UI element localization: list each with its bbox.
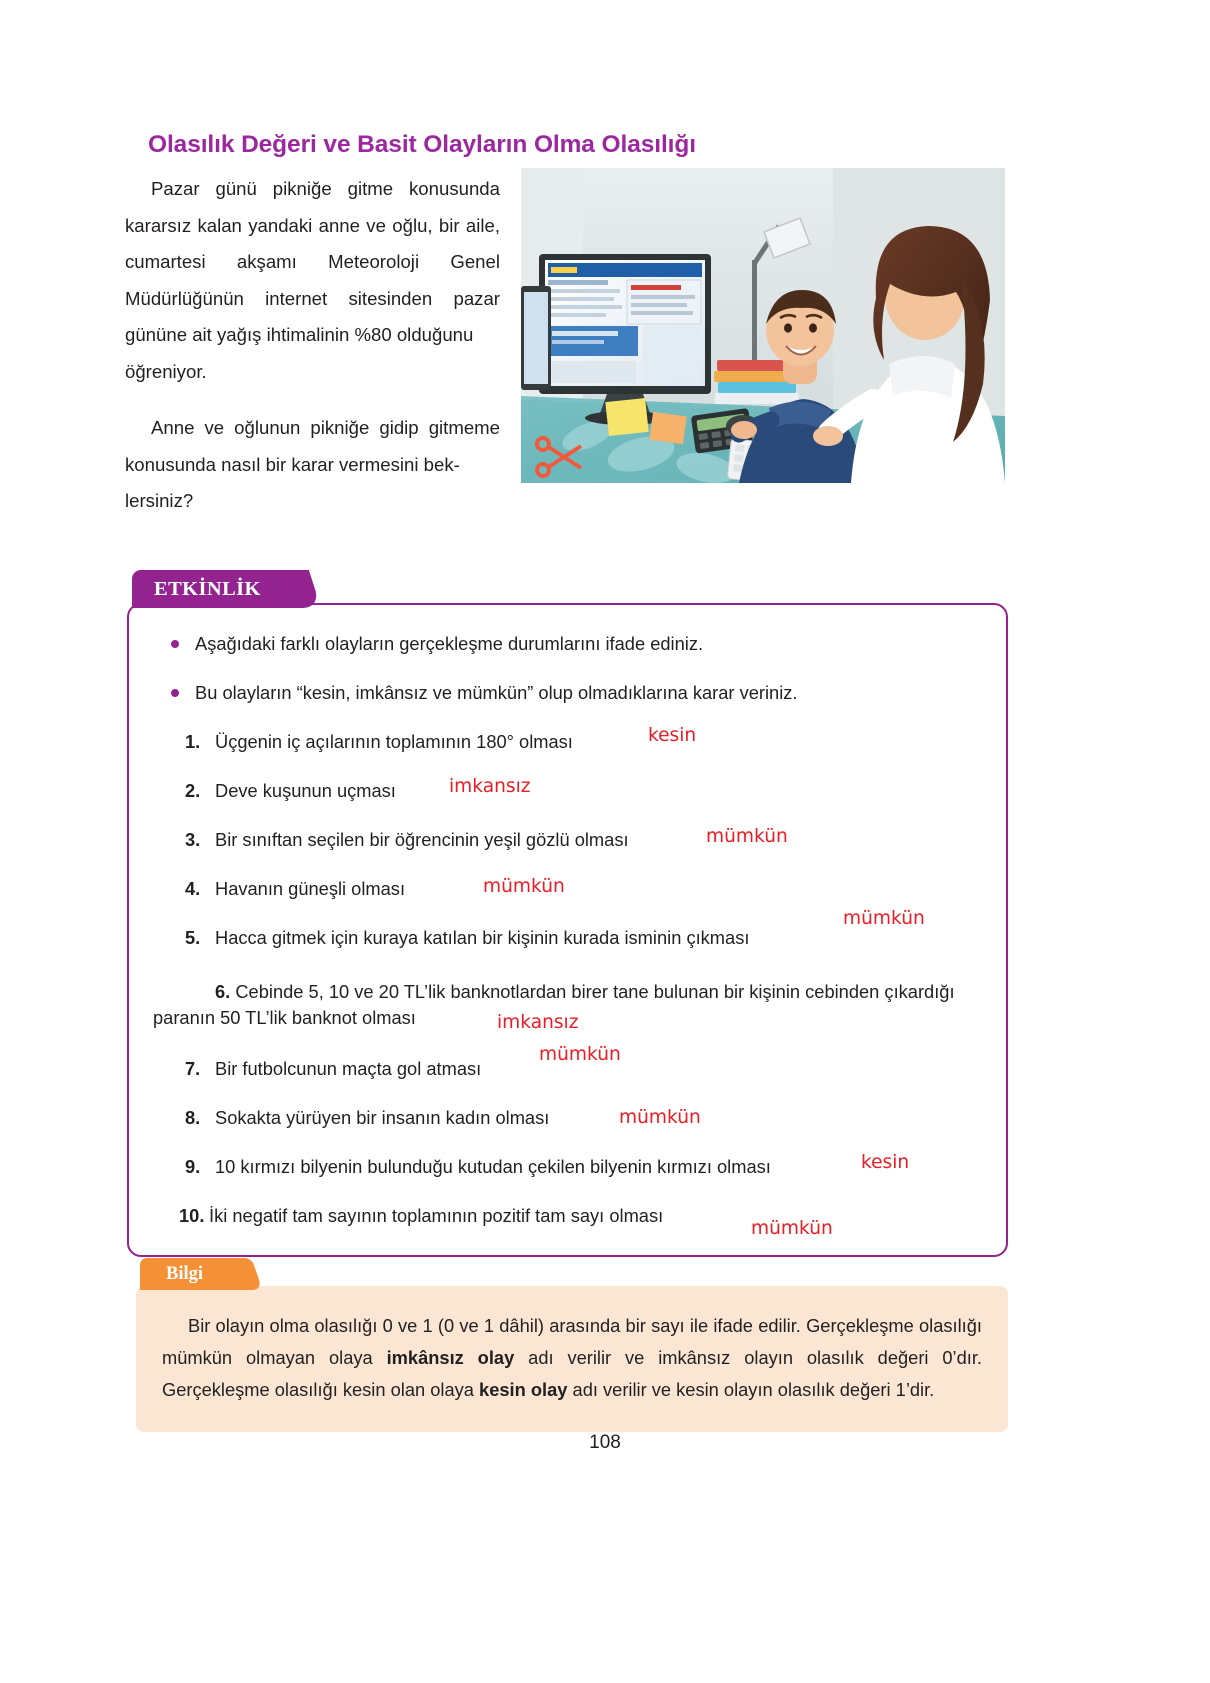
page-title: Olasılık Değeri ve Basit Olayların Olma Olasılığı (148, 131, 696, 158)
list-item (153, 1105, 982, 1131)
info-tab-label: Bilgi (140, 1258, 243, 1290)
item-text: Üçgenin iç açılarının toplamının 180° olması (215, 731, 573, 752)
answer-3: mümkün (706, 826, 788, 847)
item-text: Havanın güneşli olması (215, 878, 406, 899)
info-bold-2: kesin olay (479, 1379, 568, 1400)
info-text-part1: Bir olayın olma olasılığı 0 ve 1 (0 ve 1 dâhil) arasında bir sayı ile ifade edilir. Gerçekleşme olasılığı mümkün olmayan olaya (162, 1315, 982, 1368)
activity-box (127, 603, 1008, 1257)
item-number: 10. (179, 1205, 205, 1226)
intro-paragraph-2-body: Anne ve oğlunun pikniğe gidip gitmeme konusunda nasıl bir karar vermesini bek- (125, 417, 500, 475)
info-box (136, 1286, 1008, 1432)
item-number: 3. (185, 829, 201, 850)
item-text: Deve kuşunun uçması (215, 780, 396, 801)
bullet-dot-icon (171, 640, 179, 648)
list-item (153, 876, 982, 902)
item-text: Cebinde 5, 10 ve 20 TL’lik banknotlardan birer tane bulunan bir kişinin cebinden çıkardığı paranın 50 TL’lik banknot olması (153, 981, 955, 1028)
item-text: Bir sınıftan seçilen bir öğrencinin yeşil gözlü olması (215, 829, 629, 850)
info-text (162, 1310, 982, 1406)
lesson-photo (521, 168, 1005, 483)
photo-illustration (521, 168, 1005, 483)
item-text: 10 kırmızı bilyenin bulunduğu kutudan çekilen bilyenin kırmızı olması (215, 1156, 771, 1177)
info-text-part3: adı verilir ve kesin olayın olasılık değeri 1’dir. (567, 1379, 935, 1400)
answer-2: imkansız (449, 776, 531, 797)
item-text: Bir futbolcunun maçta gol atması (215, 1058, 482, 1079)
list-item (153, 979, 982, 1032)
intro-paragraph-2-lastline: lersiniz? (125, 490, 194, 511)
bullet-text: Bu olayların “kesin, imkânsız ve mümkün” olup olmadıklarına karar veriniz. (195, 682, 798, 703)
answer-10: mümkün (751, 1218, 833, 1239)
intro-text-column (125, 171, 500, 520)
item-number: 6. (215, 981, 231, 1002)
intro-paragraph-1-lastline: öğreniyor. (125, 360, 207, 382)
item-number: 4. (185, 878, 201, 899)
answer-7: mümkün (539, 1044, 621, 1065)
list-item (153, 1154, 982, 1180)
bullet-text: Aşağıdaki farklı olayların gerçekleşme durumlarını ifade ediniz. (195, 633, 704, 654)
item-number: 5. (185, 927, 201, 948)
activity-bullet-list (153, 631, 982, 706)
info-bold-1: imkânsız olay (386, 1347, 515, 1368)
list-item (153, 631, 982, 657)
answer-4: mümkün (483, 876, 565, 897)
page-number: 108 (589, 1432, 621, 1453)
activity-tab-label: ETKİNLİK (132, 570, 295, 608)
item-text: İki negatif tam sayının toplamının pozitif tam sayı olması (209, 1205, 664, 1226)
info-text-part2: adı verilir ve imkânsız olayın olasılık değeri 0’dır. Gerçekleşme olasılığı kesin olan olaya (162, 1347, 983, 1400)
intro-paragraph-2 (125, 410, 500, 520)
item-text: Hacca gitmek için kuraya katılan bir kişinin kurada isminin çıkması (215, 927, 750, 948)
activity-numbered-list (153, 725, 982, 1239)
item-number: 7. (185, 1058, 201, 1079)
intro-paragraph-1 (125, 171, 500, 390)
list-item (153, 680, 982, 706)
list-item (153, 1203, 982, 1239)
item-number: 9. (185, 1156, 201, 1177)
answer-8: mümkün (619, 1107, 701, 1128)
list-item (153, 827, 982, 853)
answer-1: kesin (648, 725, 697, 746)
item-number: 1. (185, 731, 201, 752)
list-item (153, 1044, 982, 1082)
answer-9: kesin (861, 1152, 910, 1173)
answer-6: imkansız (496, 1012, 579, 1033)
list-item (153, 908, 982, 951)
item-text: Sokakta yürüyen bir insanın kadın olması (215, 1107, 550, 1128)
item-number: 8. (185, 1107, 201, 1128)
item-number: 2. (185, 780, 201, 801)
answer-5: mümkün (843, 908, 925, 929)
list-item (153, 725, 982, 755)
intro-paragraph-1-body: Pazar günü pikniğe gitme konusunda kararsız kalan yandaki anne ve oğlu, bir aile, cumartesi akşamı Meteoroloji Genel Müdürlüğünün internet sitesinden pazar gününe ait yağış ihtimalinin %80 olduğunu (125, 178, 500, 345)
bullet-dot-icon (171, 689, 179, 697)
list-item (153, 778, 982, 804)
